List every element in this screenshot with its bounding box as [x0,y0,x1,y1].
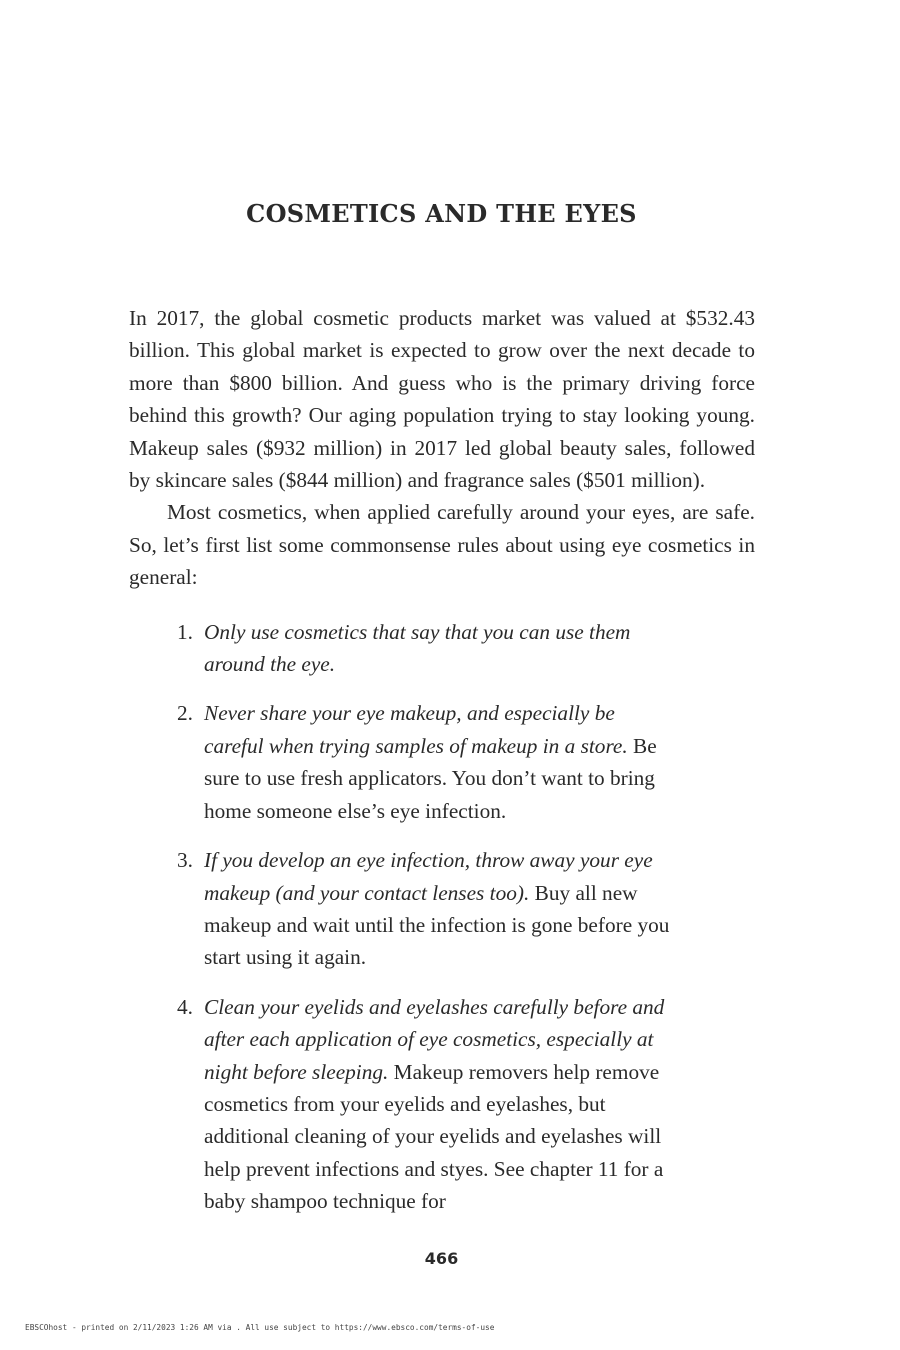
list-item-number: 4. [177,994,193,1019]
rule-emphasis: If you develop an eye infection, throw away your eye makeup (and your contact lenses too). [204,848,653,905]
intro-paragraph: In 2017, the global cosmetic products market was valued at $532.43 billion. This global market is expected to grow over the next decade to more than $800 billion. And guess who is the primary driving force behind this growth? Our aging population trying to stay looking young. Makeup sales ($932 million) in 2017 led global beauty sales, followed by skincare sales ($844 million) and fragrance sales ($501 million). [129,306,755,493]
rule-emphasis: Never share your eye makeup, and especially be careful when trying samples of makeup in a store. [204,701,628,758]
list-item [129,844,679,974]
list-item-number: 1. [177,619,193,644]
list-item [129,697,679,827]
list-item-number: 2. [177,701,193,726]
rule-emphasis: Only use cosmetics that say that you can use them around the eye. [204,619,631,677]
rule-text: Makeup removers help remove cosmetics from your eyelids and eyelashes, but additional cleaning of your eyelids and eyelashes will help prevent infections and styes. See chapter 11 for a baby shampoo technique for [204,1059,664,1214]
body-text [129,302,755,1235]
cosmetics-rules-list [129,616,755,1218]
list-item-number: 3. [177,848,193,873]
rule-text: Be sure to use fresh applicators. You don’t want to bring home someone else’s eye infection. [204,733,657,823]
page-number: 466 [424,1249,459,1268]
rules-intro-paragraph: Most cosmetics, when applied carefully around your eyes, are safe. So, let’s first list some commonsense rules about using eye cosmetics in general: [129,500,755,590]
footer-print-note: EBSCOhost - printed on 2/11/2023 1:26 AM via . All use subject to https://www.ebsco.com/terms-of-use [25,1323,495,1332]
rule-emphasis: Clean your eyelids and eyelashes carefully before and after each application of eye cosmetics, especially at night before sleeping. [204,994,665,1084]
list-item [129,991,679,1218]
chapter-title: COSMETICS AND THE EYES [246,199,637,228]
rule-text: Buy all new makeup and wait until the infection is gone before you start using it again. [204,880,670,970]
list-item [129,616,679,681]
